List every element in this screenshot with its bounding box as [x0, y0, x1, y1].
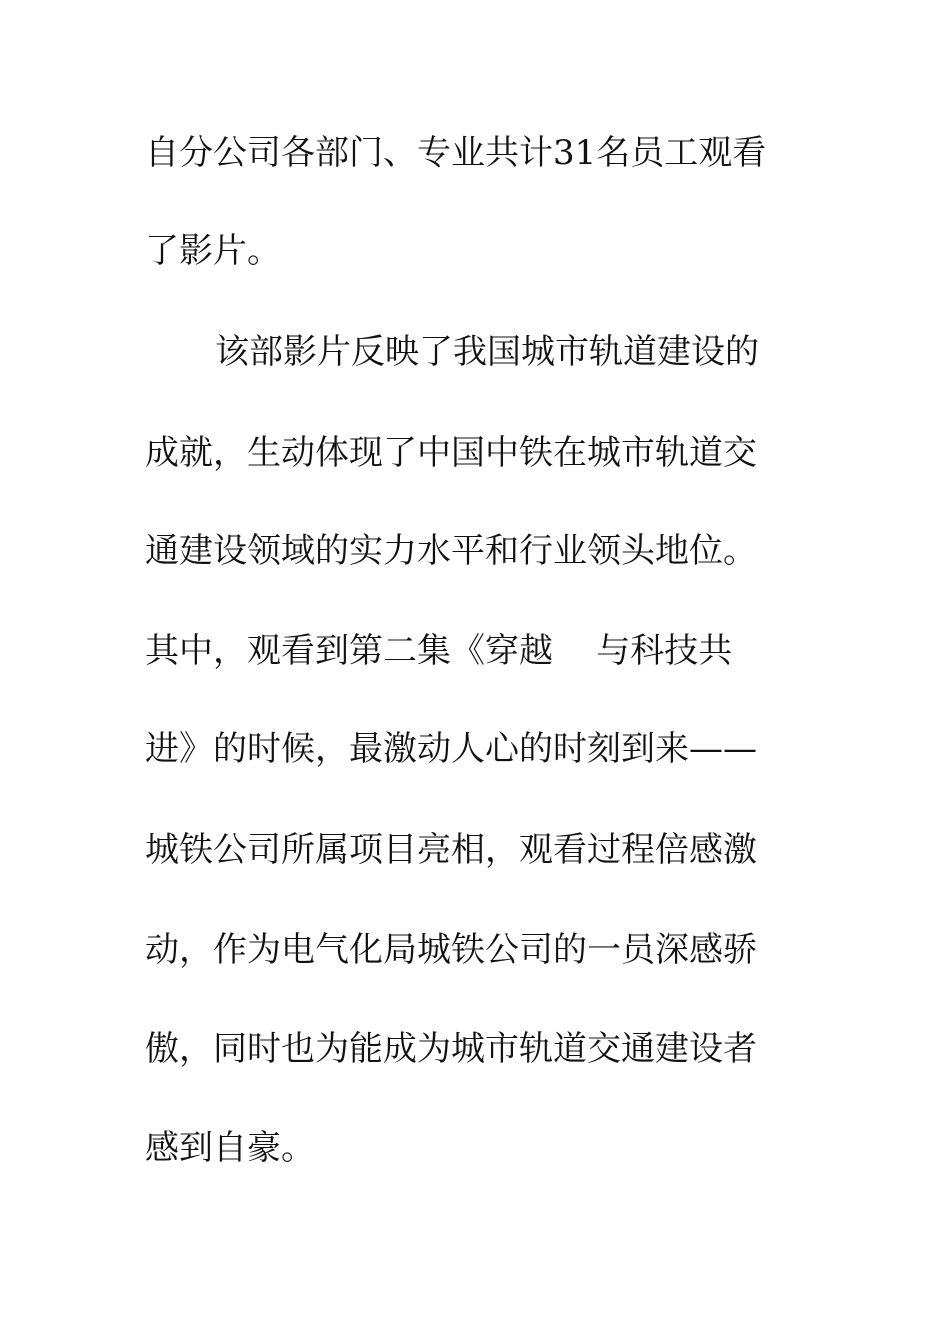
- paragraph-first-line: 该部影片反映了我国城市轨道建设的: [215, 332, 759, 372]
- text-line: 傲，同时也为能成为城市轨道交通建设者: [145, 1029, 757, 1069]
- text-line: 成就，生动体现了中国中铁在城市轨道交: [145, 433, 757, 473]
- text-line: 感到自豪。: [145, 1128, 315, 1168]
- text-line: 其中，观看到第二集《穿越 与科技共: [145, 631, 733, 671]
- text-line: 城铁公司所属项目亮相，观看过程倍感激: [145, 830, 757, 870]
- text-line: 动，作为电气化局城铁公司的一员深感骄: [145, 930, 757, 970]
- text-line: 进》的时候，最激动人心的时刻到来——: [145, 729, 757, 769]
- text-line: 了影片。: [145, 231, 281, 271]
- text-line: 通建设领域的实力水平和行业领头地位。: [145, 531, 757, 571]
- text-line: 自分公司各部门、专业共计31名员工观看: [145, 133, 767, 173]
